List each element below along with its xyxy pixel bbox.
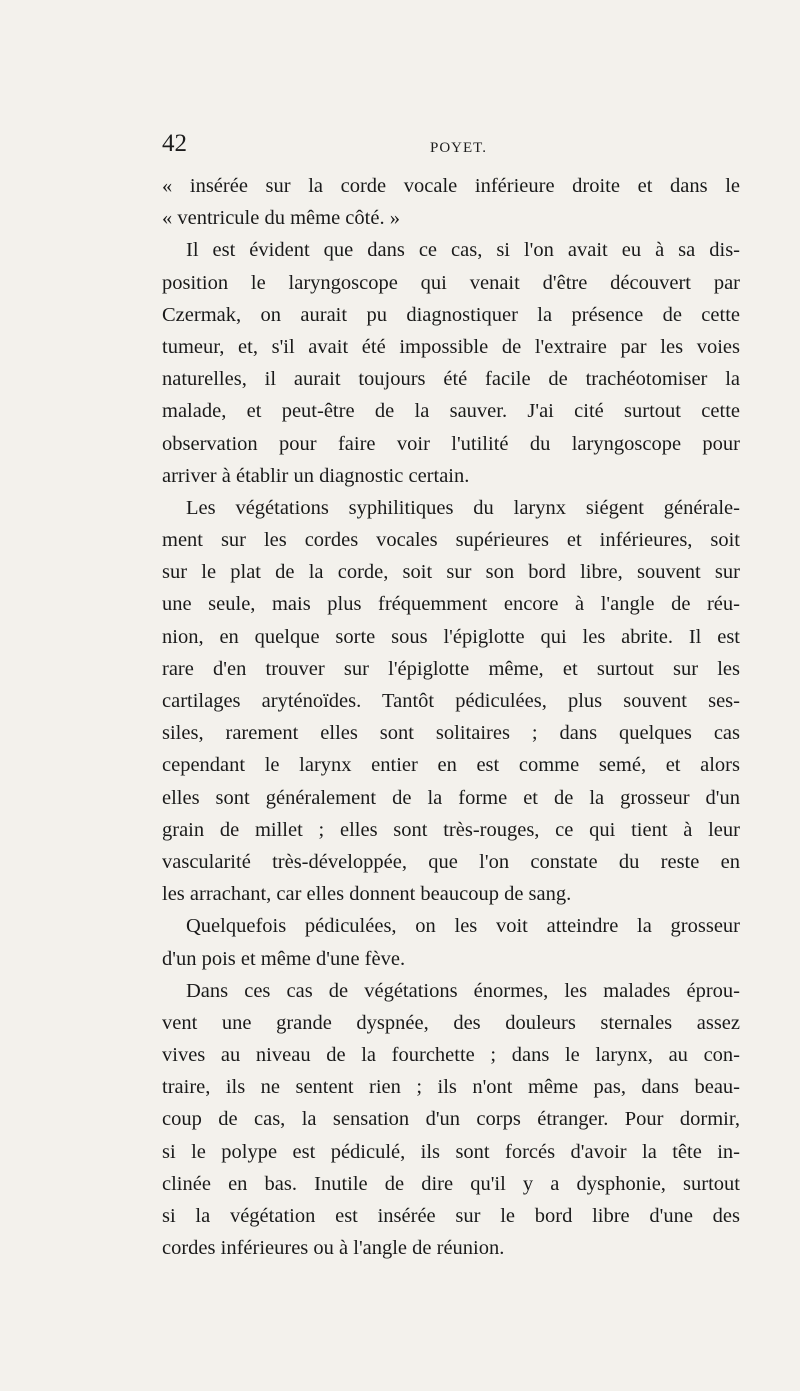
text-line: Czermak, on aurait pu diagnostiquer la présence de cette: [162, 303, 740, 326]
text-line: ment sur les cordes vocales supérieures et inférieures, soit: [162, 529, 740, 552]
text-line: les arrachant, car elles donnent beaucoup de sang.: [162, 883, 572, 906]
paragraph: [162, 170, 740, 234]
text-line: cartilages aryténoïdes. Tantôt pédiculées, plus souvent ses-: [162, 690, 740, 712]
page-header: [162, 130, 740, 166]
text-line: Il est évident que dans ce cas, si l'on avait eu à sa dis-: [186, 239, 740, 262]
running-head: POYET.: [430, 140, 487, 156]
paragraph: [162, 910, 740, 974]
text-line: grain de millet ; elles sont très-rouges, ce qui tient à leur: [162, 818, 740, 841]
text-line: malade, et peut-être de la sauver. J'ai cité surtout cette: [162, 400, 740, 423]
text-line: siles, rarement elles sont solitaires ; dans quelques cas: [162, 722, 740, 745]
text-line: coup de cas, la sensation d'un corps étranger. Pour dormir,: [162, 1108, 740, 1131]
text-line: une seule, mais plus fréquemment encore à l'angle de réu-: [162, 593, 740, 616]
text-line: cependant le larynx entier en est comme semé, et alors: [162, 754, 740, 777]
text-line: traire, ils ne sentent rien ; ils n'ont même pas, dans beau-: [162, 1076, 740, 1099]
text-line: Dans ces cas de végétations énormes, les malades éprou-: [186, 979, 740, 1002]
text-line: vascularité très-développée, que l'on constate du reste en: [162, 850, 740, 873]
text-line: d'un pois et même d'une fève.: [162, 947, 406, 970]
paragraph: [162, 975, 740, 1265]
text-line: Les végétations syphilitiques du larynx siégent générale-: [186, 496, 740, 519]
text-line: « ventricule du même côté. »: [162, 207, 400, 230]
text-line: si la végétation est insérée sur le bord libre d'une des: [162, 1205, 740, 1227]
text-line: arriver à établir un diagnostic certain.: [162, 464, 470, 487]
text-line: cordes inférieures ou à l'angle de réunion.: [162, 1237, 505, 1260]
text-line: si le polype est pédiculé, ils sont forcés d'avoir la tête in-: [162, 1140, 740, 1163]
text-line: sur le plat de la corde, soit sur son bord libre, souvent sur: [162, 561, 740, 584]
body-text: [162, 170, 740, 1264]
text-line: tumeur, et, s'il avait été impossible de l'extraire par les voies: [162, 335, 740, 358]
text-line: naturelles, il aurait toujours été facile de trachéotomiser la: [162, 368, 740, 391]
text-line: Quelquefois pédiculées, on les voit atteindre la grosseur: [186, 915, 740, 938]
page-number: 42: [162, 130, 187, 157]
text-line: position le laryngoscope qui venait d'être découvert par: [162, 271, 740, 294]
paragraph: [162, 234, 740, 492]
text-line: rare d'en trouver sur l'épiglotte même, et surtout sur les: [162, 657, 740, 680]
text-line: nion, en quelque sorte sous l'épiglotte qui les abrite. Il est: [162, 625, 740, 648]
paragraph: [162, 492, 740, 910]
text-line: observation pour faire voir l'utilité du laryngoscope pour: [162, 432, 740, 455]
text-line: clinée en bas. Inutile de dire qu'il y a dysphonie, surtout: [162, 1172, 740, 1195]
text-line: « insérée sur la corde vocale inférieure droite et dans le: [162, 175, 740, 197]
text-line: vives au niveau de la fourchette ; dans le larynx, au con-: [162, 1044, 740, 1067]
text-line: vent une grande dyspnée, des douleurs sternales assez: [162, 1011, 740, 1034]
text-line: elles sont généralement de la forme et de la grosseur d'un: [162, 786, 740, 809]
